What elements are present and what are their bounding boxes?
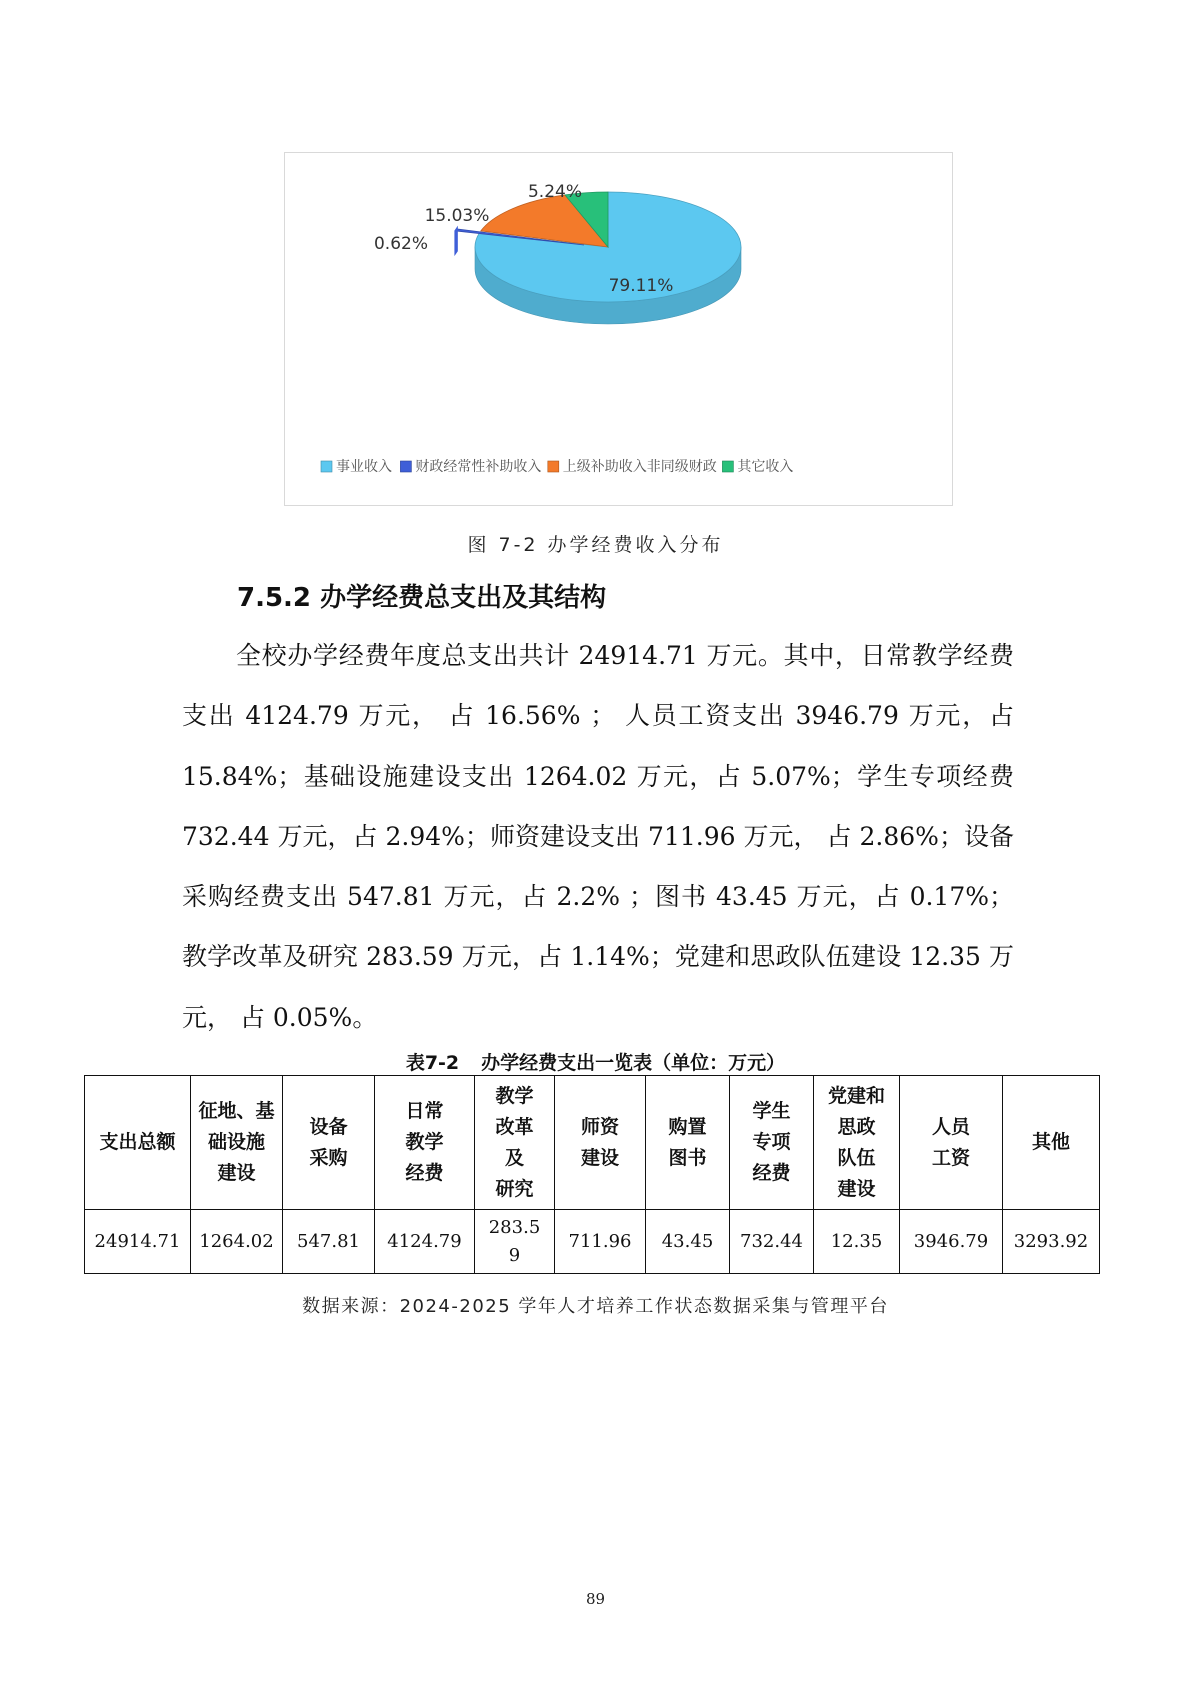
- table-cell: [646, 1210, 730, 1274]
- table-cell: [900, 1210, 1003, 1274]
- table-header-cell: [900, 1076, 1003, 1210]
- header-line: 改革: [495, 1115, 534, 1138]
- header-line: 日常: [405, 1100, 444, 1122]
- source-note: 数据来源：2024-2025 学年人才培养工作状态数据采集与管理平台: [302, 1296, 889, 1317]
- table-header-cell: [814, 1076, 900, 1210]
- header-line: 思政: [837, 1115, 876, 1138]
- header-line: 建设: [217, 1162, 256, 1184]
- cell-line: 9: [508, 1244, 521, 1266]
- pie-slice-2-wall: [455, 229, 456, 253]
- table-header-cell: [555, 1076, 646, 1210]
- income-pie-chart: [285, 153, 954, 507]
- table-header-cell: [375, 1076, 475, 1210]
- table-header-cell: [85, 1076, 191, 1210]
- table-caption: [0, 1048, 1191, 1075]
- header-line: 征地、基: [198, 1100, 275, 1122]
- header-line: 经费: [405, 1162, 444, 1184]
- header-line: 研究: [495, 1177, 534, 1200]
- cell-line: 3293.92: [1013, 1230, 1089, 1252]
- header-line: 图书: [668, 1146, 707, 1169]
- cell-line: 24914.71: [94, 1230, 181, 1252]
- legend-swatch: [400, 461, 411, 472]
- header-line: 经费: [752, 1162, 791, 1184]
- header-line: 教学: [405, 1131, 444, 1153]
- table-caption-number: 表7-2: [405, 1052, 460, 1074]
- cell-line: 43.45: [661, 1230, 714, 1252]
- header-line: 及: [504, 1146, 524, 1169]
- legend-swatch: [321, 461, 332, 472]
- table-header-cell: [475, 1076, 555, 1210]
- cell-line: 3946.79: [913, 1230, 989, 1252]
- header-line: 建设: [580, 1146, 619, 1169]
- pie-data-label: 5.24%: [527, 182, 583, 202]
- header-line: 础设施: [207, 1131, 265, 1153]
- header-line: 学生: [752, 1100, 791, 1122]
- pie-data-label: 79.11%: [608, 276, 674, 296]
- legend-label: 上级补助收入非同级财政: [562, 459, 717, 475]
- section-heading: 7.5.2 办学经费总支出及其结构: [237, 583, 607, 613]
- legend-label: 财政经常性补助收入: [415, 459, 542, 475]
- table-cell: [191, 1210, 283, 1274]
- header-line: 采购: [309, 1146, 348, 1169]
- legend-swatch: [548, 461, 559, 472]
- body-paragraph: 全校办学经费年度总支出共计 24914.71 万元。其中，日常教学经费支出 4124.79 万元， 占 16.56% ； 人员工资支出 3946.79 万元，占 15.84%；基础设施建设支出 1264.02 万元，占 5.07%；学生专项经费 732.44 万元，占 2.94%；师资建设支出 711.96 万元， 占 2.86%；设备采购经费支出 547.81 万元，占 2.2% ；图书 43.45 万元，占 0.17%；教学改革及研究 283.59 万元，占 1.14%；党建和思政队伍建设 12.35 万元， 占 0.05%。: [182, 641, 1014, 1032]
- legend-label: 事业收入: [336, 459, 392, 475]
- header-line: 支出总额: [99, 1131, 176, 1153]
- table-cell: [475, 1210, 555, 1274]
- table-cell: [375, 1210, 475, 1274]
- table-header-cell: [283, 1076, 375, 1210]
- table-cell: [85, 1210, 191, 1274]
- table-header-cell: [730, 1076, 814, 1210]
- cell-line: 4124.79: [387, 1230, 462, 1252]
- table-cell: [283, 1210, 375, 1274]
- figure-caption: 图 7-2 办学经费收入分布: [467, 534, 724, 556]
- table-cell: [555, 1210, 646, 1274]
- legend-swatch: [722, 461, 733, 472]
- cell-line: 547.81: [297, 1230, 360, 1252]
- header-line: 购置: [668, 1115, 707, 1138]
- page-number: 89: [585, 1590, 606, 1608]
- table-cell: [814, 1210, 900, 1274]
- legend-label: 其它收入: [737, 459, 794, 475]
- header-line: 人员: [931, 1115, 970, 1138]
- table-header-cell: [191, 1076, 283, 1210]
- table-header-cell: [646, 1076, 730, 1210]
- header-line: 建设: [837, 1177, 876, 1200]
- cell-line: 1264.02: [199, 1230, 274, 1252]
- header-line: 设备: [309, 1115, 348, 1138]
- header-line: 其他: [1031, 1131, 1070, 1153]
- cell-line: 12.35: [830, 1230, 883, 1252]
- header-line: 师资: [580, 1115, 619, 1138]
- header-line: 党建和: [827, 1084, 885, 1107]
- header-line: 工资: [931, 1146, 970, 1169]
- table-header-row: [85, 1076, 1100, 1210]
- expense-table: [84, 1075, 1100, 1274]
- cell-line: 732.44: [740, 1230, 803, 1252]
- header-line: 专项: [752, 1131, 791, 1153]
- header-line: 教学: [495, 1084, 534, 1107]
- table-caption-title: 办学经费支出一览表（单位：万元）: [481, 1052, 786, 1074]
- table-row: [85, 1210, 1100, 1274]
- table-cell: [730, 1210, 814, 1274]
- pie-chart-frame: [284, 152, 953, 506]
- table-cell: [1003, 1210, 1100, 1274]
- pie-data-label: 15.03%: [424, 206, 490, 226]
- cell-line: 283.5: [488, 1216, 541, 1238]
- table-header-cell: [1003, 1076, 1100, 1210]
- header-line: 队伍: [837, 1146, 876, 1169]
- cell-line: 711.96: [568, 1230, 632, 1252]
- pie-data-label: 0.62%: [373, 234, 429, 254]
